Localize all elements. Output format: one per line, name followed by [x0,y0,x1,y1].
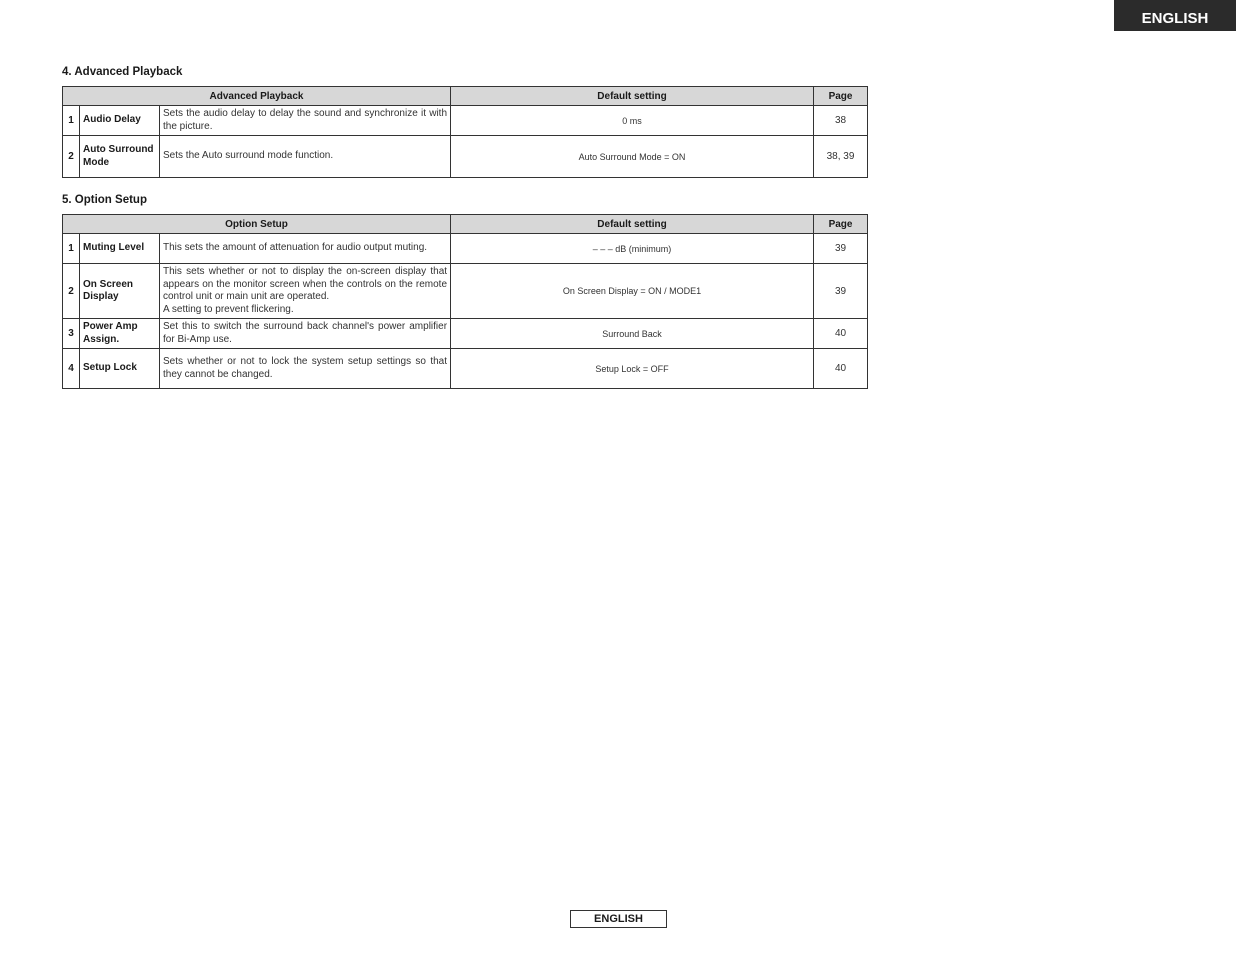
setting-description: Sets the audio delay to delay the sound and synchronize it with the picture. [160,106,451,136]
setting-name: Audio Delay [80,106,160,136]
table-row [63,319,868,349]
table-row [63,264,868,319]
default-setting: Auto Surround Mode = ON [451,136,814,178]
setting-name: On Screen Display [80,264,160,319]
setting-description-cell [160,264,451,319]
table-row [63,349,868,389]
default-setting: 0 ms [451,106,814,136]
section-heading-advanced-playback: 4. Advanced Playback [62,66,183,78]
row-number: 1 [63,234,80,264]
setting-description-note: A setting to prevent flickering. [163,303,294,315]
column-header-page: Page [814,87,868,106]
default-setting: – – – dB (minimum) [451,234,814,264]
option-setup-table [62,214,868,389]
page-number: 40 [814,349,868,389]
language-tab: ENGLISH [1114,0,1236,31]
setting-description: This sets the amount of attenuation for audio output muting. [160,234,451,264]
page-number: 39 [814,234,868,264]
column-header-setting: Advanced Playback [63,87,451,106]
column-header-default: Default setting [451,215,814,234]
row-number: 2 [63,264,80,319]
table-header-row [63,87,868,106]
page-number: 40 [814,319,868,349]
row-number: 3 [63,319,80,349]
table-row [63,234,868,264]
default-setting: On Screen Display = ON / MODE1 [451,264,814,319]
row-number: 2 [63,136,80,178]
column-header-setting: Option Setup [63,215,451,234]
setting-name: Power Amp Assign. [80,319,160,349]
page-number: 38 [814,106,868,136]
default-setting: Surround Back [451,319,814,349]
row-number: 1 [63,106,80,136]
column-header-default: Default setting [451,87,814,106]
setting-description: Set this to switch the surround back channel's power amplifier for Bi-Amp use. [160,319,451,349]
page-number: 38, 39 [814,136,868,178]
setting-description: Sets the Auto surround mode function. [160,136,451,178]
footer-language-label: ENGLISH [570,910,667,928]
advanced-playback-table [62,86,868,178]
default-setting: Setup Lock = OFF [451,349,814,389]
setting-description: This sets whether or not to display the on-screen display that appears on the monitor screen when the controls on the remote control unit or main unit are operated. [163,266,448,302]
table-row [63,136,868,178]
setting-name: Setup Lock [80,349,160,389]
setting-description: Sets whether or not to lock the system setup settings so that they cannot be changed. [160,349,451,389]
page-number: 39 [814,264,868,319]
section-heading-option-setup: 5. Option Setup [62,194,147,206]
table-row [63,106,868,136]
setting-name: Auto Surround Mode [80,136,160,178]
table-header-row [63,215,868,234]
setting-name: Muting Level [80,234,160,264]
column-header-page: Page [814,215,868,234]
row-number: 4 [63,349,80,389]
